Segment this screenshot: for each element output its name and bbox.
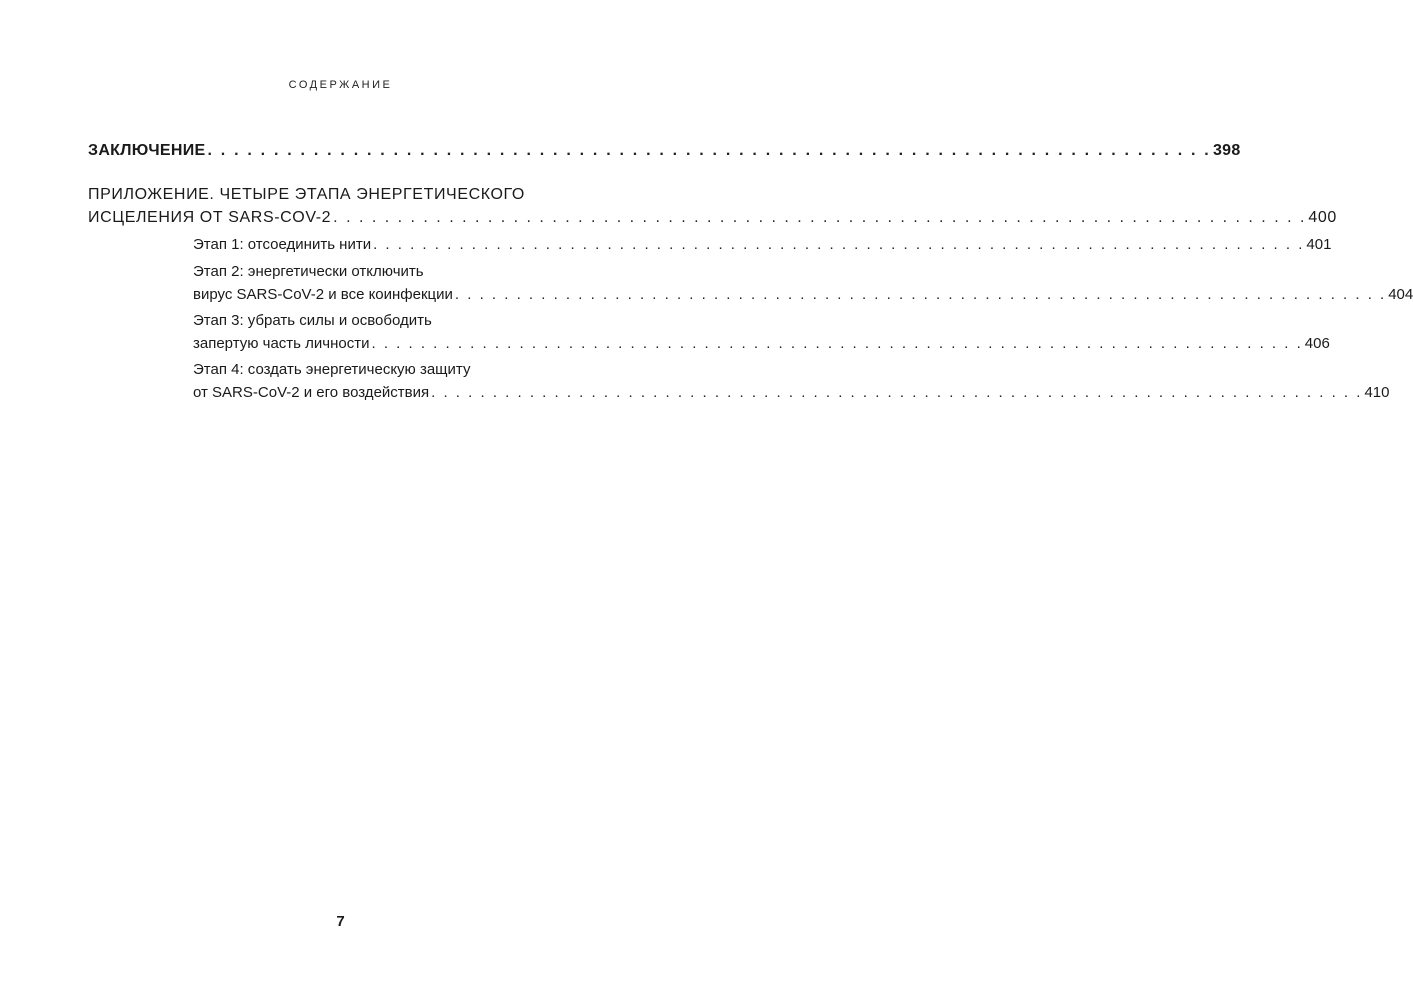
toc-entry-stage-2-line1[interactable]: Этап 2: энергетически отключить (193, 263, 424, 280)
toc-page-number: 398 (1212, 142, 1241, 159)
toc-entry-title: запертую часть личности (193, 335, 370, 352)
toc-page-number: 404 (1388, 286, 1413, 303)
dot-leader: . . . . . . . . . . . . . . . . . . . . . . . . . . . . . . . . . . . . . . . . . . . . . . . . . . . . . . . . . . . . . . . . . . . . . . . . . . . . (207, 142, 1211, 159)
toc-entry-appendix[interactable] (88, 209, 1337, 227)
dot-leader: . . . . . . . . . . . . . . . . . . . . . . . . . . . . . . . . . . . . . . . . . . . . . . . . . . . . . . . . . . . . . . . . . . . . . . . . . . . . (431, 384, 1363, 401)
toc-entry-title: Этап 1: отсоединить нити (193, 236, 372, 253)
toc-entry-title: ЗАКЛЮЧЕНИЕ (88, 142, 206, 159)
running-head: СОДЕРЖАНИЕ (288, 79, 393, 91)
toc-entry-stage-1[interactable] (193, 236, 1332, 253)
toc-entry-stage-3-line1[interactable]: Этап 3: убрать силы и освободить (193, 312, 432, 329)
toc-entry-stage-3[interactable] (193, 335, 1330, 352)
dot-leader: . . . . . . . . . . . . . . . . . . . . . . . . . . . . . . . . . . . . . . . . . . . . . . . . . . . . . . . . . . . . . . . . . . . . . . . . . . . . (373, 236, 1305, 253)
dot-leader: . . . . . . . . . . . . . . . . . . . . . . . . . . . . . . . . . . . . . . . . . . . . . . . . . . . . . . . . . . . . . . . . . . . . . . . . . . . . (333, 209, 1307, 226)
toc-entry-title: от SARS-CoV-2 и его воздействия (193, 384, 430, 401)
toc-entry-title: ИСЦЕЛЕНИЯ ОТ SARS-COV-2 (88, 209, 332, 226)
toc-page-number: 401 (1306, 236, 1332, 253)
toc-page-number: 400 (1308, 209, 1337, 226)
dot-leader: . . . . . . . . . . . . . . . . . . . . . . . . . . . . . . . . . . . . . . . . . . . . . . . . . . . . . . . . . . . . . . . . . . . . . . . . . . . . (454, 286, 1387, 303)
toc-entry-title: вирус SARS-CoV-2 и все коинфекции (193, 286, 453, 303)
toc-entry-appendix-title-line1[interactable]: ПРИЛОЖЕНИЕ. ЧЕТЫРЕ ЭТАПА ЭНЕРГЕТИЧЕСКОГО (88, 186, 525, 203)
toc-entry-stage-4[interactable] (193, 384, 1390, 401)
dot-leader: . . . . . . . . . . . . . . . . . . . . . . . . . . . . . . . . . . . . . . . . . . . . . . . . . . . . . . . . . . . . . . . . . . . . . . . . . . . . (371, 335, 1303, 352)
toc-entry-conclusion[interactable] (88, 142, 1241, 160)
toc-page-number: 410 (1364, 384, 1390, 401)
toc-entry-stage-4-line1[interactable]: Этап 4: создать энергетическую защиту (193, 361, 471, 378)
toc-entry-stage-2[interactable] (193, 286, 1413, 303)
page-number: 7 (336, 913, 345, 930)
toc-page-number: 406 (1304, 335, 1330, 352)
